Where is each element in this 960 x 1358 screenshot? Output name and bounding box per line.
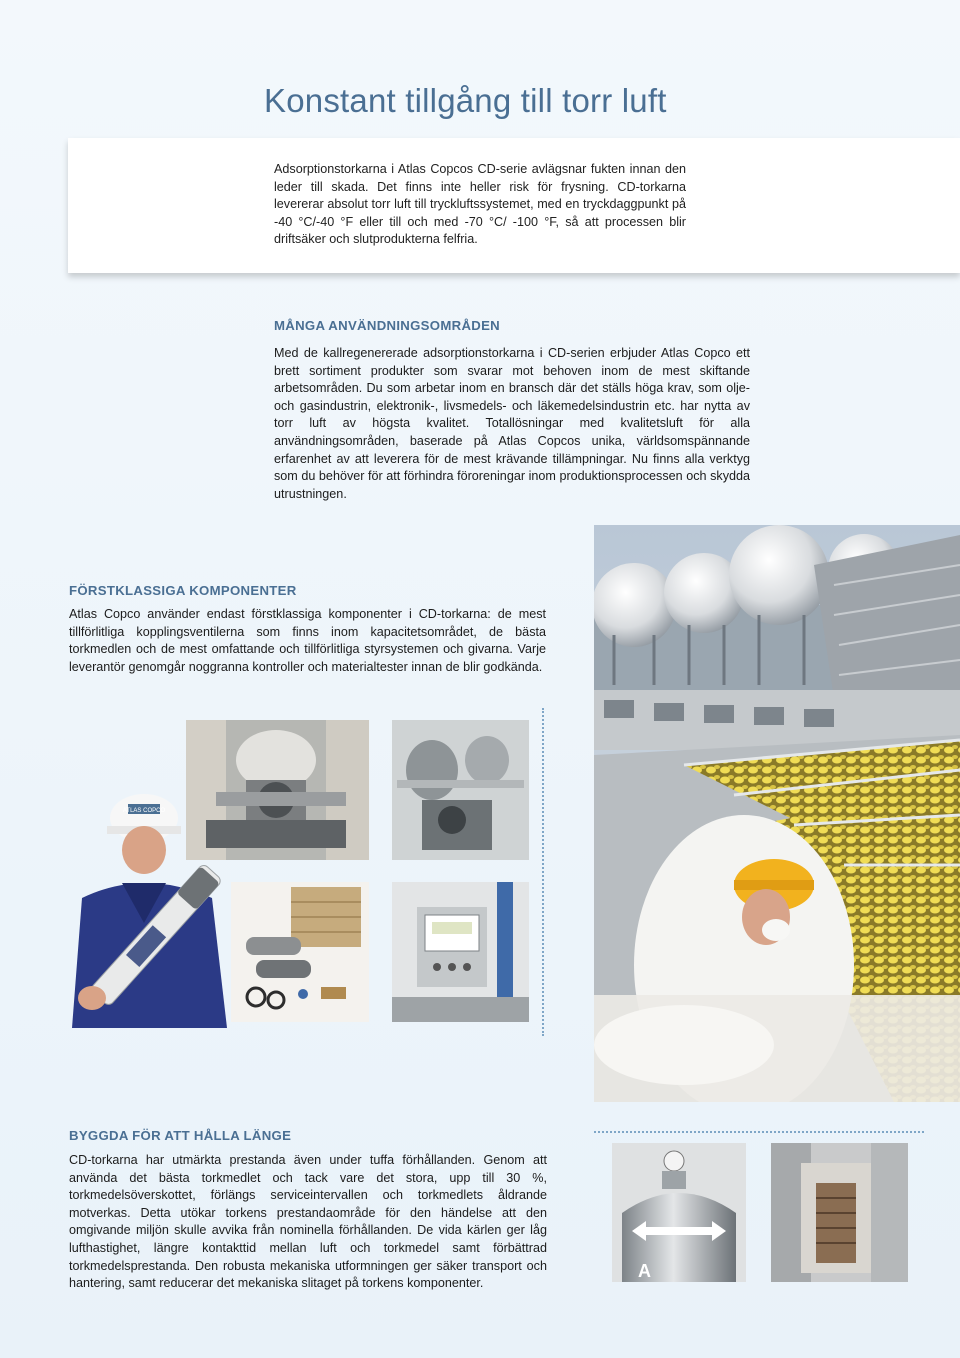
cutaway-photo (771, 1143, 908, 1282)
intro-box (68, 138, 960, 273)
tank-photo (612, 1143, 746, 1282)
parts-photo (231, 882, 369, 1022)
dotted-divider (542, 708, 546, 1036)
section-applications (274, 318, 750, 503)
section-durability (69, 1128, 547, 1293)
section-body: Atlas Copco använder endast förstklassiga komponenter i CD-torkarna: de mest tillförlitliga kopplingsventilerna som finns inom kapacitetsområdet, de bästa torkmedlen och de mest omfattande och tillförlitliga styrsystemen och givarna. Varje leverantör genomgår noggranna kontroller och materialtester innan de blir godkända. (69, 607, 546, 674)
factory-photo (594, 525, 960, 1102)
factory-photo-illustration (594, 525, 960, 1102)
parts-illustration (231, 882, 369, 1022)
page-title: Konstant tillgång till torr luft (264, 82, 667, 119)
intro-text: Adsorptionstorkarna i Atlas Copcos CD-serie avlägsnar fukten innan den leder till skada. Det finns inte heller risk för frysning. CD-torkarna levererar absolut torr luft till tryckluftssystemet, med en tryckdaggpunkt på -40 °C/-40 °F eller till och med -70 °C/ -100 °F, så att processen blir driftsäker och slutprodukterna felfria. (274, 162, 686, 247)
section-components (69, 583, 546, 676)
tank-label: A (638, 1261, 651, 1281)
section-body: Med de kallregenererade adsorptionstorkarna i CD-serien erbjuder Atlas Copco ett brett sortiment produkter som svarar mot behoven inom de mest skiftande arbetsområden. Du som arbetar inom en bransch där det ställs höga krav, som olje- och gasindustrin, elektronik-, livsmedels- och läkemedelsindustrin etc. har nytta av torr luft av högsta kvalitet. Totallösningar med kvalitetsluft för alla användningsområden, baserade på Atlas Copcos unika, världsomspännande erfarenhet av att leverera för de mest krävande tillämpningar. Nu finns alla verktyg som du behöver för att förhindra föroreningar inom produktionsprocessen och skydda utrustningen. (274, 346, 750, 501)
control-panel-illustration (392, 882, 529, 1022)
helmet-logo: ATLAS COPCO (122, 808, 166, 814)
section-heading: MÅNGA ANVÄNDNINGSOMRÅDEN (274, 318, 501, 333)
section-heading: FÖRSTKLASSIGA KOMPONENTER (69, 583, 297, 598)
worker-photo (52, 788, 238, 1033)
section-heading: BYGGDA FÖR ATT HÅLLA LÄNGE (69, 1128, 292, 1143)
section-body: CD-torkarna har utmärkta prestanda även under tuffa förhållanden. Genom att använda det bästa torkmedlet och tack vare det stora, upp till 30 %, torkmedelsöverskottet, förlängs serviceintervallen och torkmedlets åldrande motverkas. Detta utökar torkens prestandaområde för den händelse att den omgivande miljön skulle avvika från nominella förhållanden. De vida kärlen ger låg lufthastighet, längre kontakttid mellan luft och torkmedel samt förbättrad torkmedelsprestanda. Den robusta mekaniska utformningen ger säker transport och hantering, samt reducerar det mekaniska slitaget på torkens komponenter. (69, 1153, 547, 1291)
worker-illustration (52, 788, 238, 1033)
cutaway-illustration (771, 1143, 908, 1282)
dotted-divider (594, 1131, 924, 1135)
regulator-illustration (392, 720, 529, 860)
control-panel-photo (392, 882, 529, 1022)
regulator-photo (392, 720, 529, 860)
tank-illustration (612, 1143, 746, 1282)
